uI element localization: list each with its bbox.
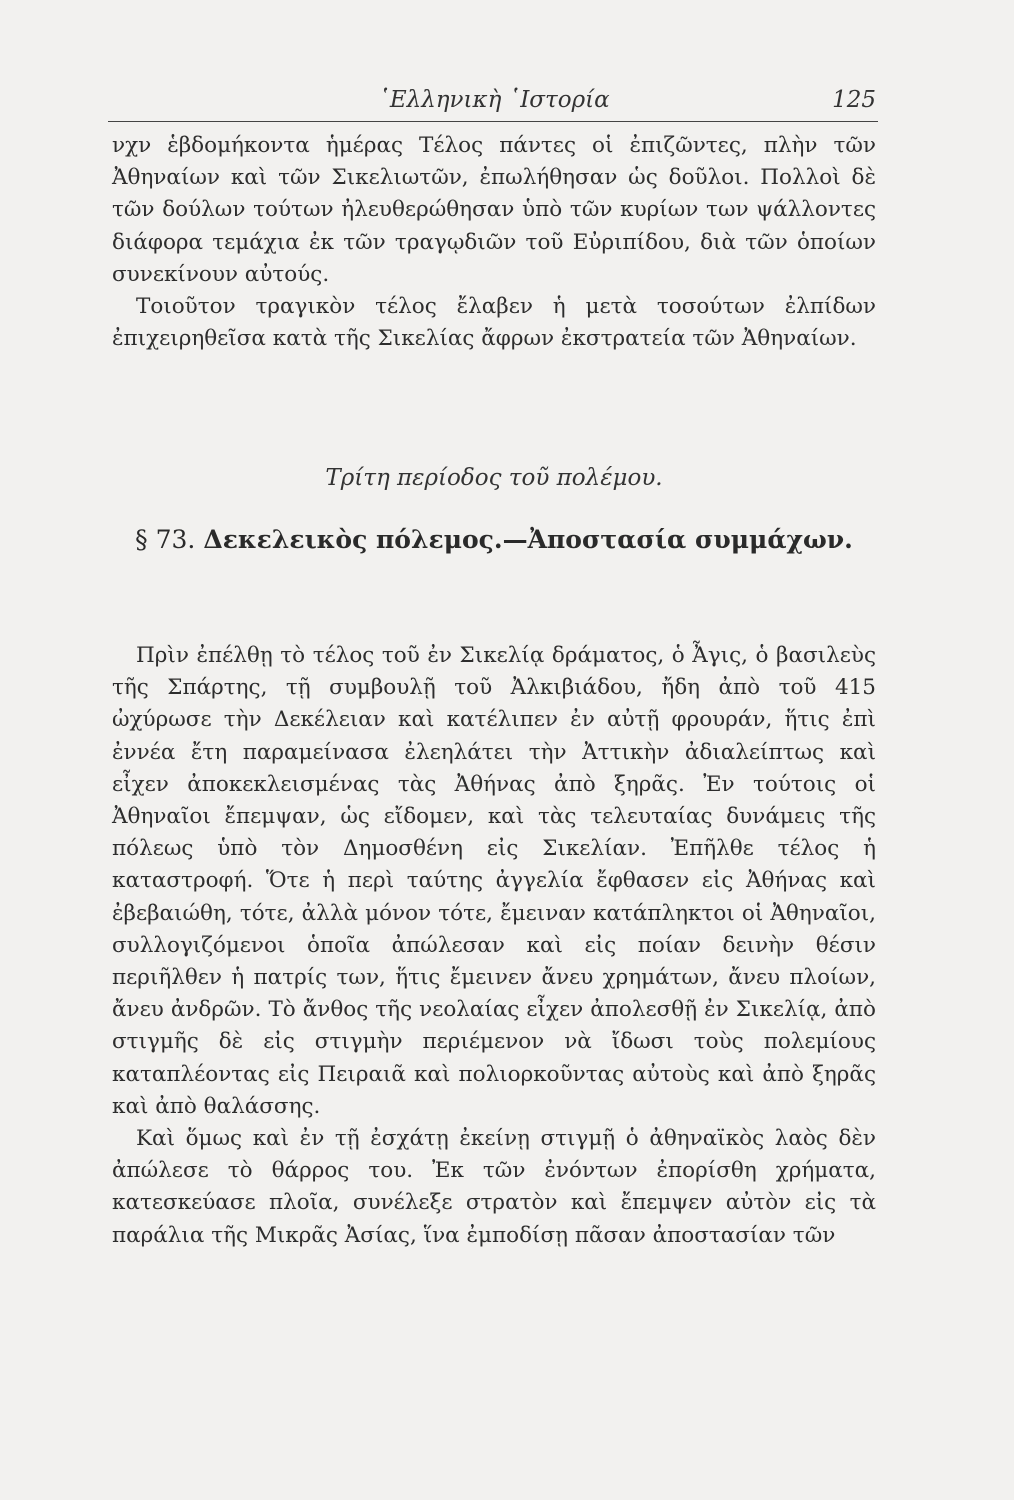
running-head: [112, 80, 876, 120]
section-heading: [112, 522, 876, 558]
section-title: Δεκελεικὸς πόλεμος.—Ἀποστασία συμμάχων.: [203, 525, 853, 554]
period-subheading: Τρίτη περίοδος τοῦ πολέμου.: [325, 465, 663, 491]
intro-paragraph-2: Τοιοῦτον τραγικὸν τέλος ἔλαβεν ἡ μετὰ τοσούτων ἐλπίδων ἐπιχειρηθεῖσα κατὰ τῆς Σικελίας ἄφρων ἐκστρατεία τῶν Ἀθηναίων.: [112, 294, 876, 352]
header-rule: [108, 121, 878, 122]
section-paragraph-2: Καὶ ὅμως καὶ ἐν τῇ ἐσχάτῃ ἐκείνῃ στιγμῇ ὁ ἀθηναϊκὸς λαὸς δὲν ἀπώλεσε τὸ θάρρος του. Ἐκ τῶν ἐνόντων ἐπορίσθη χρήματα, κατεσκεύασε πλοῖα, συνέλεξε στρατὸν καὶ ἔπεμψεν αὐτὸν εἰς τὰ παράλια τῆς Μικρᾶς Ἀσίας, ἵνα ἐμποδίσῃ πᾶσαν ἀποστασίαν τῶν: [112, 1126, 876, 1248]
intro-paragraph-1: νχν ἑβδομήκοντα ἡμέρας Τέλος πάντες οἱ ἐπιζῶντες, πλὴν τῶν Ἀθηναίων καὶ τῶν Σικελιωτῶν, ἐπωλήθησαν ὡς δοῦλοι. Πολλοὶ δὲ τῶν δούλων τούτων ἠλευθερώθησαν ὑπὸ τῶν κυρίων των ψάλλοντες διάφορα τεμάχια ἐκ τῶν τραγῳδιῶν τοῦ Εὐριπίδου, διὰ τῶν ὁποίων συνεκίνουν αὐτούς.: [112, 133, 876, 287]
running-head-title: ῾Ελληνικὴ ῾Ιστορία: [378, 87, 610, 113]
section-text: [112, 640, 876, 1252]
section-number: § 73.: [135, 525, 196, 554]
intro-text: [112, 130, 876, 355]
section-paragraph-1: Πρὶν ἐπέλθῃ τὸ τέλος τοῦ ἐν Σικελίᾳ δράματος, ὁ Ἆγις, ὁ βασιλεὺς τῆς Σπάρτης, τῇ συμβουλῇ τοῦ Ἀλκιβιάδου, ἤδη ἀπὸ τοῦ 415 ὠχύρωσε τὴν Δεκέλειαν καὶ κατέλιπεν ἐν αὐτῇ φρουράν, ἥτις ἐπὶ ἐννέα ἔτη παραμείνασα ἐλεηλάτει τὴν Ἀττικὴν ἀδιαλείπτως καὶ εἶχεν ἀποκεκλεισμένας τὰς Ἀθήνας ἀπὸ ξηρᾶς. Ἐν τούτοις οἱ Ἀθηναῖοι ἔπεμψαν, ὡς εἴδομεν, καὶ τὰς τελευταίας δυνάμεις τῆς πόλεως ὑπὸ τὸν Δημοσθένη εἰς Σικελίαν. Ἐπῆλθε τέλος ἡ καταστροφή. Ὅτε ἡ περὶ ταύτης ἀγγελία ἔφθασεν εἰς Ἀθήνας καὶ ἐβεβαιώθη, τότε, ἀλλὰ μόνον τότε, ἔμειναν κατάπληκτοι οἱ Ἀθηναῖοι, συλλογιζόμενοι ὁποῖα ἀπώλεσαν καὶ εἰς ποίαν δεινὴν θέσιν περιῆλθεν ἡ πατρίς των, ἥτις ἔμεινεν ἄνευ χρημάτων, ἄνευ πλοίων, ἄνευ ἀνδρῶν. Τὸ ἄνθος τῆς νεολαίας εἶχεν ἀπολεσθῇ ἐν Σικελίᾳ, ἀπὸ στιγμῆς δὲ εἰς στιγμὴν περιέμενον νὰ ἴδωσι τοὺς πολεμίους καταπλέοντας εἰς Πειραιᾶ καὶ πολιορκοῦντας αὐτοὺς καὶ ἀπὸ ξηρᾶς καὶ ἀπὸ θαλάσσης.: [112, 643, 876, 1119]
page-number: 125: [832, 87, 876, 113]
